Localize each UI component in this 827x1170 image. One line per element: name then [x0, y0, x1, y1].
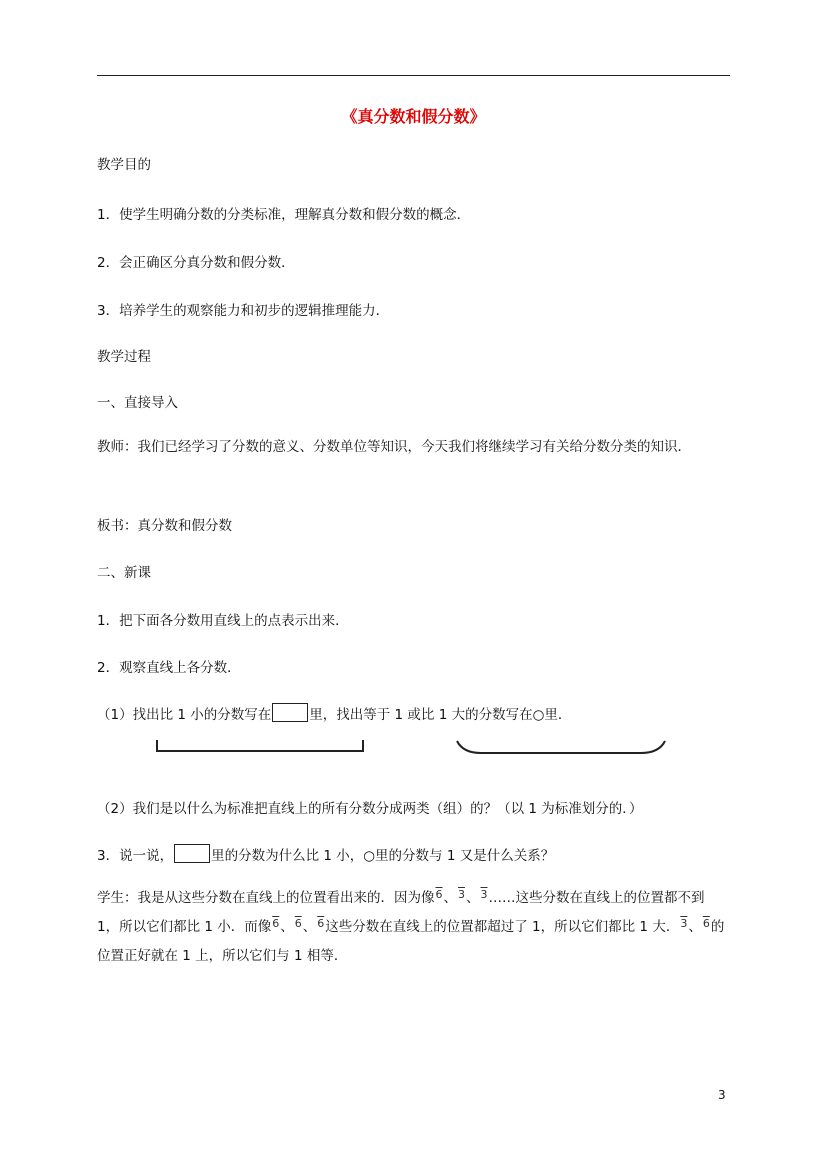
question-1 [97, 703, 571, 723]
separator: 、 [302, 919, 317, 935]
fraction: 3 [480, 888, 488, 901]
fraction: 3 [458, 888, 465, 901]
document-title: 《真分数和假分数》 [341, 107, 486, 126]
goal-item-3: 3．培养学生的观察能力和初步的逻辑推理能力． [97, 303, 390, 319]
answer-text-2: ……这些分数在直线上的位置都不到 1，所以它们都比 1 小．而像 [97, 890, 705, 935]
question-1-part-b: 里，找出等于 1 或比 1 大的分数写在○里． [309, 707, 572, 723]
section-heading-goals: 教学目的 [97, 157, 151, 173]
subheading-intro: 一、直接导入 [97, 395, 178, 411]
goal-item-2: 2．会正确区分真分数和假分数． [97, 255, 295, 271]
student-answer [97, 884, 730, 971]
question-2: （2）我们是以什么为标准把直线上的所有分数分成两类（组）的？（以 1 为标准划分的．） [97, 801, 643, 817]
step-2: 2．观察直线上各分数． [97, 660, 241, 676]
answer-text-1: 学生：我是从这些分数在直线上的位置看出来的．因为像 [97, 890, 435, 906]
question-1-part-a: （1）找出比 1 小的分数写在 [97, 707, 272, 723]
step-1: 1．把下面各分数用直线上的点表示出来． [97, 613, 349, 629]
subheading-new-lesson: 二、新课 [97, 565, 151, 581]
fraction: 3 [680, 917, 688, 930]
step-3-part-b: 里的分数为什么比 1 小，○里的分数与 1 又是什么关系？ [211, 848, 555, 864]
fraction: 6 [272, 917, 280, 930]
page-number: 3 [718, 1088, 726, 1102]
fraction: 6 [702, 917, 710, 930]
answer-box [272, 703, 308, 722]
section-heading-process: 教学过程 [97, 349, 151, 365]
fraction: 6 [294, 917, 302, 930]
square-bracket-shape [155, 738, 367, 754]
step-3 [97, 844, 554, 864]
fraction: 6 [317, 917, 325, 930]
step-3-part-a: 3．说一说， [97, 848, 174, 864]
header-rule [97, 75, 730, 76]
teacher-paragraph: 教师：我们已经学习了分数的意义、分数单位等知识，今天我们将继续学习有关给分数分类的知识． [97, 439, 691, 455]
goal-item-1: 1．使学生明确分数的分类标准，理解真分数和假分数的概念． [97, 207, 471, 223]
separator: 、 [443, 890, 457, 906]
fraction: 6 [435, 888, 443, 901]
answer-text-4: 的位置正好就在 1 上，所以它们与 1 相等． [97, 919, 725, 964]
separator: 、 [280, 919, 294, 935]
board-writing: 板书：真分数和假分数 [97, 518, 232, 534]
answer-box-2 [174, 844, 210, 863]
separator: 、 [688, 919, 702, 935]
round-bracket-shape [455, 738, 667, 756]
answer-text-3: 这些分数在直线上的位置都超过了 1，所以它们都比 1 大． [325, 919, 680, 935]
separator: 、 [466, 890, 480, 906]
